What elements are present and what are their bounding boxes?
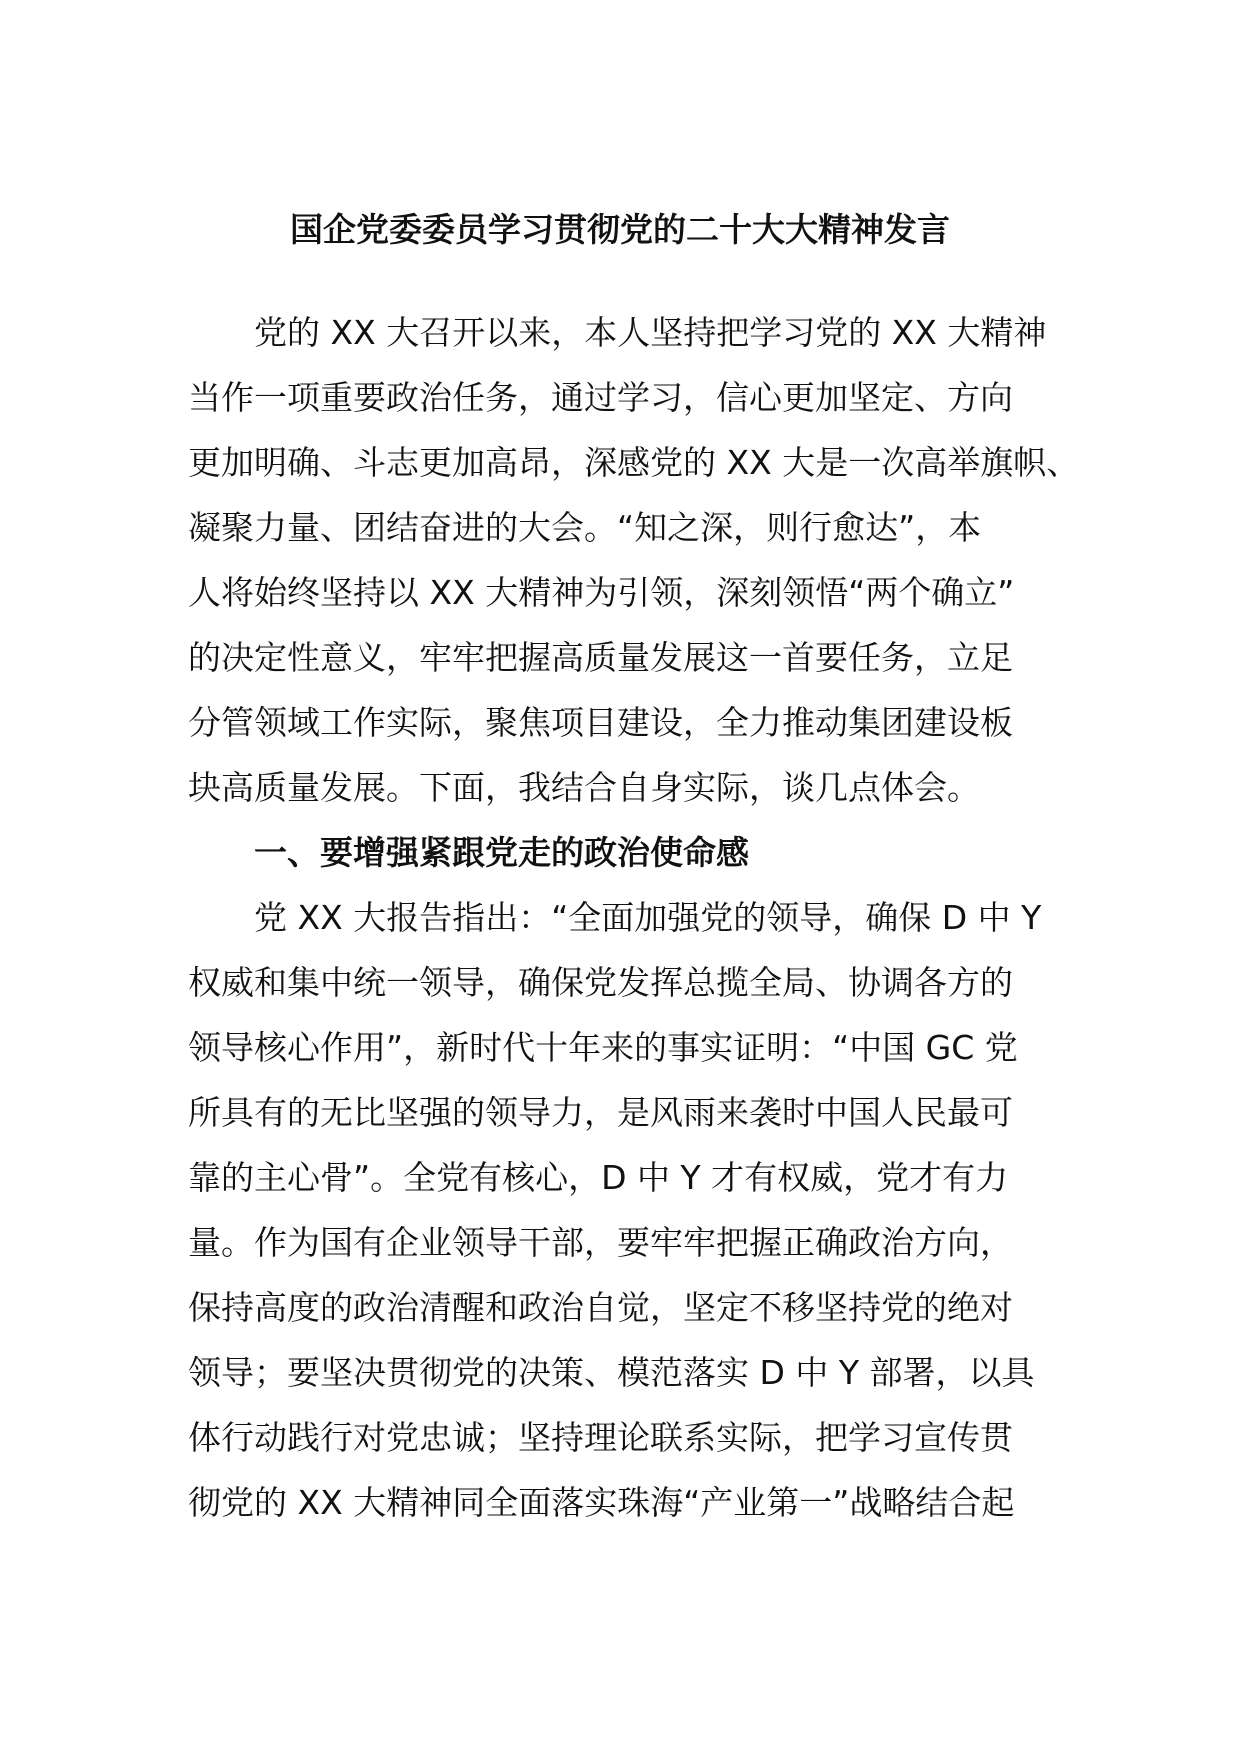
paragraph-line: 党的 XX 大召开以来，本人坚持把学习党的 XX 大精神	[254, 313, 1047, 352]
paragraph-line: 分管领域工作实际，聚焦项目建设，全力推动集团建设板	[188, 703, 1013, 742]
paragraph-line: 保持高度的政治清醒和政治自觉，坚定不移坚持党的绝对	[188, 1288, 1013, 1327]
paragraph-line: 人将始终坚持以 XX 大精神为引领，深刻领悟“两个确立”	[188, 573, 1015, 612]
paragraph-line: 当作一项重要政治任务，通过学习，信心更加坚定、方向	[188, 378, 1013, 417]
paragraph-line: 所具有的无比坚强的领导力，是风雨来袭时中国人民最可	[188, 1093, 1013, 1132]
paragraph-line: 更加明确、斗志更加高昂，深感党的 XX 大是一次高举旗帜、	[188, 443, 1080, 482]
paragraph-line: 量。作为国有企业领导干部，要牢牢把握正确政治方向，	[188, 1223, 1013, 1262]
paragraph-line: 的决定性意义，牢牢把握高质量发展这一首要任务，立足	[188, 638, 1013, 677]
document-body	[188, 300, 1088, 1535]
paragraph-line: 靠的主心骨”。全党有核心，D 中 Y 才有权威，党才有力	[188, 1158, 1009, 1197]
paragraph-line: 彻党的 XX 大精神同全面落实珠海“产业第一”战略结合起	[188, 1483, 1015, 1522]
paragraph-line: 凝聚力量、团结奋进的大会。“知之深，则行愈达”，本	[188, 508, 982, 547]
paragraph-line: 体行动践行对党忠诚；坚持理论联系实际，把学习宣传贯	[188, 1418, 1013, 1457]
paragraph-line: 权威和集中统一领导，确保党发挥总揽全局、协调各方的	[188, 963, 1013, 1002]
section-heading: 一、要增强紧跟党走的政治使命感	[254, 833, 749, 872]
document-title: 国企党委委员学习贯彻党的二十大大精神发言	[290, 210, 950, 249]
paragraph-line: 领导；要坚决贯彻党的决策、模范落实 D 中 Y 部署，以具	[188, 1353, 1035, 1392]
paragraph-line: 党 XX 大报告指出：“全面加强党的领导，确保 D 中 Y	[254, 898, 1042, 937]
paragraph-line: 块高质量发展。下面，我结合自身实际，谈几点体会。	[188, 768, 980, 807]
paragraph-line: 领导核心作用”，新时代十年来的事实证明：“中国 GC 党	[188, 1028, 1018, 1067]
